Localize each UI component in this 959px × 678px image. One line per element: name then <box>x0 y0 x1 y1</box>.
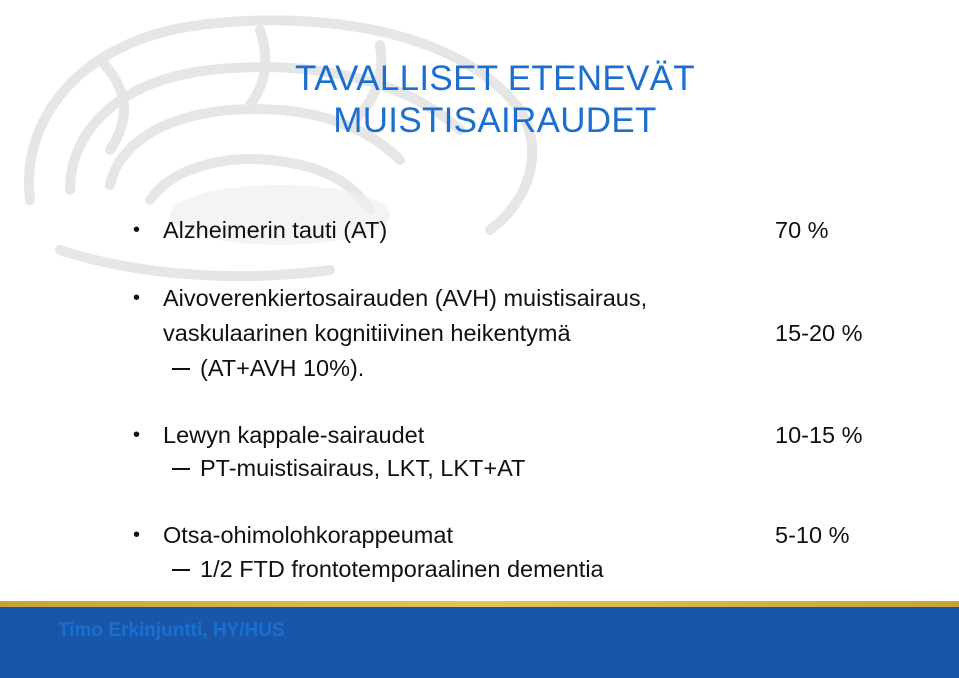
item-4-sub: 1/2 FTD frontotemporaalinen dementia <box>200 556 604 582</box>
dash-icon <box>172 368 190 370</box>
item-2-label-line1: Aivoverenkiertosairauden (AVH) muistisairaus, <box>163 285 648 311</box>
bullet-dot-icon: • <box>133 424 141 446</box>
footer-author: Timo Erkinjuntti, HY/HUS <box>58 620 285 641</box>
slide-title-line2: MUISTISAIRAUDET <box>333 101 657 140</box>
bullet-dot-icon: • <box>133 524 141 546</box>
bullet-dot-icon: • <box>133 287 141 309</box>
slide-title-line1: TAVALLISET ETENEVÄT <box>295 59 695 98</box>
item-3-label: Lewyn kappale-sairaudet <box>163 422 425 448</box>
footer-bar <box>0 607 959 678</box>
item-1-value: 70 % <box>775 217 829 243</box>
item-1-label: Alzheimerin tauti (AT) <box>163 217 388 243</box>
item-2-sub: (AT+AVH 10%). <box>200 355 365 381</box>
item-3-sub: PT-muistisairaus, LKT, LKT+AT <box>200 455 526 481</box>
item-2-label-line2: vaskulaarinen kognitiivinen heikentymä <box>163 320 571 346</box>
slide-title <box>255 58 735 142</box>
item-2-value: 15-20 % <box>775 320 863 346</box>
item-4-value: 5-10 % <box>775 522 850 548</box>
bullet-dot-icon: • <box>133 219 141 241</box>
item-3-value: 10-15 % <box>775 422 863 448</box>
dash-icon <box>172 468 190 470</box>
brain-background-illustration <box>0 0 560 300</box>
item-4-label: Otsa-ohimolohkorappeumat <box>163 522 453 548</box>
dash-icon <box>172 569 190 571</box>
